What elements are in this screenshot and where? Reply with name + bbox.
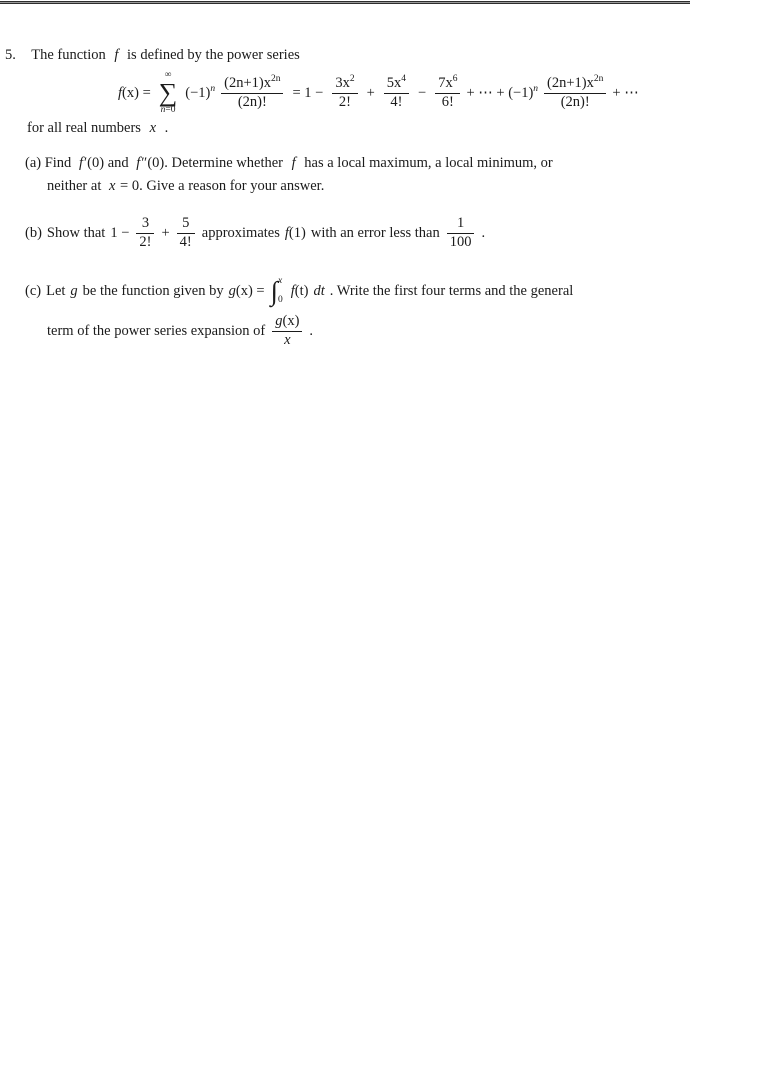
general-term2-denominator: (2n)! xyxy=(544,93,606,111)
general-coefficient xyxy=(185,85,215,102)
summation-symbol xyxy=(159,70,178,116)
part-a-line2-end: . Give a reason for your answer. xyxy=(139,178,325,194)
prime-args: ′(0) xyxy=(83,155,105,171)
part-b-show-that: Show that xyxy=(46,224,106,241)
gx-numerator xyxy=(272,313,302,330)
part-a-label: (a) xyxy=(25,155,42,171)
var-f: f xyxy=(136,155,141,171)
general-numerator-exp: 2n xyxy=(270,74,281,85)
part-c-line1 xyxy=(25,273,573,309)
numerator-1: 1 xyxy=(456,215,465,232)
sum-lower-limit xyxy=(161,105,176,115)
general-term2-numerator xyxy=(544,75,606,92)
f-double-prime-zero xyxy=(132,155,164,171)
integral-lower-limit: 0 xyxy=(277,294,283,305)
domain-period: . xyxy=(164,120,169,136)
var-f: f xyxy=(114,47,119,63)
var-f: f xyxy=(118,84,123,101)
integral-limits xyxy=(278,277,283,305)
three-over-2fact xyxy=(136,215,154,251)
x-denominator: x xyxy=(272,331,302,349)
sum-index-eq: =0 xyxy=(165,105,176,116)
part-a-and: and xyxy=(107,155,129,171)
f-arg-one: (1) xyxy=(288,224,306,241)
general-term-fraction xyxy=(221,75,283,111)
term1-base: 3x xyxy=(335,75,350,92)
part-a-line1-end: has a local maximum, a local minimum, or xyxy=(304,155,553,171)
part-b-label: (b) xyxy=(25,224,42,241)
part-b-line xyxy=(25,212,485,254)
domain-statement xyxy=(27,120,168,137)
dots-and-general-coef xyxy=(466,85,538,102)
neg-one: (−1) xyxy=(185,84,211,101)
intro-text-2: is defined by the power series xyxy=(127,47,300,63)
formula-lhs-args: (x) = xyxy=(122,84,151,101)
numerator-3: 3 xyxy=(141,215,150,232)
term3-numerator xyxy=(435,75,460,92)
formula-lhs xyxy=(118,85,151,102)
dt-differential: dt xyxy=(313,282,325,299)
general-term2-fraction xyxy=(544,75,606,111)
intro-text-1: The function xyxy=(31,47,106,63)
part-c-be-text: be the function given by xyxy=(82,282,224,299)
problem-statement xyxy=(5,47,300,64)
denominator-4fact: 4! xyxy=(177,233,195,251)
part-c-period: . xyxy=(309,322,314,339)
top-rule xyxy=(0,1,690,4)
problem-number: 5. xyxy=(5,47,16,63)
equals-one-minus: = 1 − xyxy=(292,84,324,101)
term1-numerator xyxy=(332,75,357,92)
g-of-x-equals xyxy=(229,283,265,300)
denominator-2fact: 2! xyxy=(136,233,154,251)
var-g: g xyxy=(275,313,283,330)
power-series-formula xyxy=(118,69,639,117)
part-c-label: (c) xyxy=(25,282,42,299)
five-over-4fact xyxy=(177,215,195,251)
general-numerator-base: (2n+1)x xyxy=(224,75,271,92)
term2-denominator: 4! xyxy=(384,93,409,111)
term1-denominator: 2! xyxy=(332,93,357,111)
var-f: f xyxy=(290,282,295,299)
part-c-let: Let xyxy=(46,282,66,299)
one-minus: 1 − xyxy=(110,224,130,241)
f-of-one xyxy=(285,225,306,242)
gx-over-x-fraction xyxy=(272,313,302,349)
general2-exp: 2n xyxy=(593,74,604,85)
denominator-100: 100 xyxy=(447,233,475,251)
var-x: x xyxy=(149,120,157,136)
plus-operator: + xyxy=(161,224,170,241)
var-g: g xyxy=(70,282,78,299)
term2-exp: 4 xyxy=(401,74,407,85)
part-a-find: Find xyxy=(44,155,72,171)
term1-fraction xyxy=(332,75,357,111)
part-a-neither-at: neither at xyxy=(47,178,102,194)
part-c-line2 xyxy=(47,311,313,351)
general-term-denominator: (2n)! xyxy=(221,93,283,111)
one-over-hundred xyxy=(447,215,475,251)
term3-denominator: 6! xyxy=(435,93,460,111)
var-g: g xyxy=(228,282,236,299)
part-c-line1-end: . Write the first four terms and the general xyxy=(329,282,574,299)
integral-icon: ∫ xyxy=(270,275,278,306)
integral-symbol xyxy=(271,277,285,305)
plus-operator: + xyxy=(366,84,375,101)
gx-args: (x) xyxy=(282,313,300,330)
integrand xyxy=(291,283,309,300)
dots-coef-exponent: n xyxy=(533,83,539,94)
integral-upper-limit: x xyxy=(277,276,283,286)
minus-operator: − xyxy=(418,84,427,101)
term1-exp: 2 xyxy=(349,74,355,85)
domain-text: for all real numbers xyxy=(27,120,141,136)
part-b-period: . xyxy=(481,224,486,241)
part-b-approximates: approximates xyxy=(201,224,280,241)
term3-base: 7x xyxy=(438,75,453,92)
numerator-5: 5 xyxy=(182,215,190,232)
neg-one-exponent: n xyxy=(210,83,216,94)
part-b-error-text: with an error less than xyxy=(310,224,440,241)
x-equals-zero: = 0 xyxy=(120,178,140,194)
f-prime-zero xyxy=(75,155,104,171)
term2-numerator xyxy=(384,75,409,92)
var-f: f xyxy=(291,155,296,171)
sum-index-var: n xyxy=(160,105,166,116)
trailing-dots: + ⋯ xyxy=(612,84,639,101)
var-x: x xyxy=(108,178,116,194)
term2-base: 5x xyxy=(386,75,402,92)
double-prime-args: ″(0) xyxy=(141,155,165,171)
var-f: f xyxy=(78,155,83,171)
sum-upper-limit: ∞ xyxy=(164,70,172,81)
term2-fraction xyxy=(384,75,409,111)
part-a-determine: . Determine whether xyxy=(164,155,284,171)
integrand-arg: (t) xyxy=(294,282,309,299)
sigma-icon: ∑ xyxy=(158,77,178,107)
gx-args: (x) = xyxy=(235,282,265,299)
part-a-line2 xyxy=(47,178,324,195)
var-f: f xyxy=(284,224,289,241)
term3-exp: 6 xyxy=(452,74,458,85)
general2-base: (2n+1)x xyxy=(547,75,594,92)
general-term-numerator xyxy=(221,75,283,92)
term3-fraction xyxy=(435,75,460,111)
plus-dots-plus: + ⋯ + (−1) xyxy=(466,84,534,101)
part-c-line2-text: term of the power series expansion of xyxy=(47,322,266,339)
part-a-line1 xyxy=(25,155,553,172)
